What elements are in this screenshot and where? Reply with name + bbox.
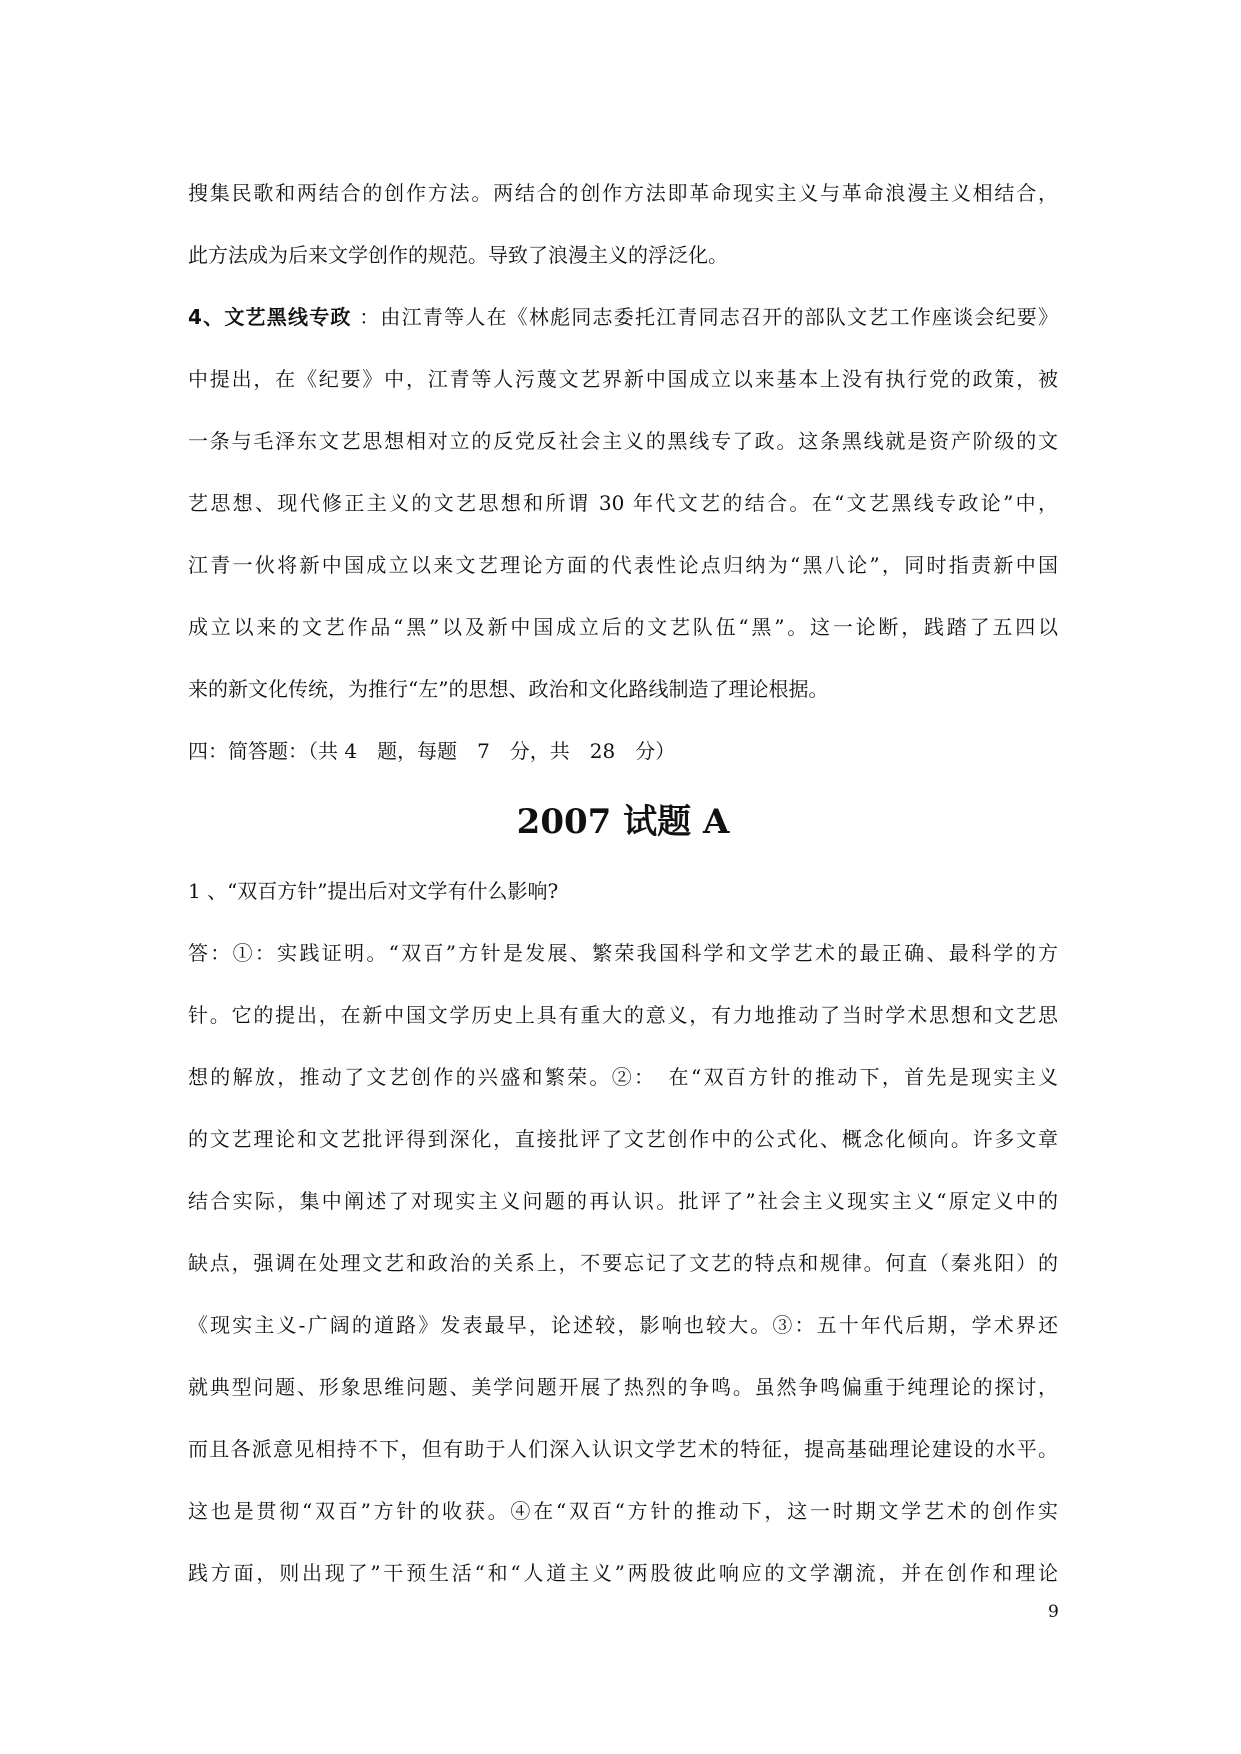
answer-line: 缺点，强调在处理文艺和政治的关系上，不要忘记了文艺的特点和规律。何直（秦兆阳）的 — [188, 1251, 1058, 1275]
term-label: 4、文艺黑线专政 — [188, 305, 352, 329]
term-definition-line — [188, 286, 1058, 348]
answer-line: 这也是贯彻“双百”方针的收获。④在“双百“方针的推动下，这一时期文学艺术的创作实 — [188, 1499, 1058, 1523]
answer-line: 就典型问题、形象思维问题、美学问题开展了热烈的争鸣。虽然争鸣偏重于纯理论的探讨， — [188, 1375, 1058, 1399]
answer-line: 的文艺理论和文艺批评得到深化，直接批评了文艺创作中的公式化、概念化倾向。许多文章 — [188, 1127, 1058, 1151]
paragraph-line: 一条与毛泽东文艺思想相对立的反党反社会主义的黑线专了政。这条黑线就是资产阶级的文 — [188, 429, 1058, 453]
page-number: 9 — [1048, 1602, 1059, 1622]
answer-line: 结合实际，集中阐述了对现实主义问题的再认识。批评了”社会主义现实主义“原定义中的 — [188, 1189, 1058, 1213]
answer-line: 答：①：实践证明。“双百”方针是发展、繁荣我国科学和文学艺术的最正确、最科学的方 — [188, 941, 1058, 965]
page-content — [188, 162, 1058, 1604]
answer-line: 而且各派意见相持不下，但有助于人们深入认识文学艺术的特征，提高基础理论建设的水平。 — [188, 1437, 1058, 1461]
question-text: 1 、“双百方针”提出后对文学有什么影响? — [188, 879, 559, 903]
answer-line: 想的解放，推动了文艺创作的兴盛和繁荣。②： 在“双百方针的推动下，首先是现实主义 — [188, 1065, 1058, 1089]
answer-line: 《现实主义-广阔的道路》发表最早，论述较，影响也较大。③：五十年代后期，学术界还 — [188, 1313, 1058, 1337]
paragraph-line: 江青一伙将新中国成立以来文艺理论方面的代表性论点归纳为“黑八论”，同时指责新中国 — [188, 553, 1058, 577]
paragraph-line: 艺思想、现代修正主义的文艺思想和所谓 30 年代文艺的结合。在“文艺黑线专政论”中， — [188, 491, 1058, 515]
paragraph-line: 搜集民歌和两结合的创作方法。两结合的创作方法即革命现实主义与革命浪漫主义相结合， — [188, 181, 1058, 205]
paragraph-line: 来的新文化传统，为推行“左”的思想、政治和文化路线制造了理论根据。 — [188, 677, 829, 701]
answer-line: 践方面，则出现了”干预生活“和“人道主义”两股彼此响应的文学潮流，并在创作和理论 — [188, 1561, 1058, 1585]
paragraph-line: 中提出，在《纪要》中，江青等人污蔑文艺界新中国成立以来基本上没有执行党的政策，被 — [188, 367, 1058, 391]
answer-line: 针。它的提出，在新中国文学历史上具有重大的意义，有力地推动了当时学术思想和文艺思 — [188, 1003, 1058, 1027]
section-heading: 2007 试题 A — [516, 802, 730, 842]
paragraph-line: 成立以来的文艺作品“黑”以及新中国成立后的文艺队伍“黑”。这一论断，践踏了五四以 — [188, 615, 1058, 639]
term-definition-start: ：由江青等人在《林彪同志委托江青同志召开的部队文艺工作座谈会纪要》 — [351, 305, 1058, 329]
section-label: 四：简答题：（共 4 题，每题 7 分，共 28 分） — [188, 739, 676, 763]
paragraph-line: 此方法成为后来文学创作的规范。导致了浪漫主义的浮泛化。 — [188, 243, 728, 267]
